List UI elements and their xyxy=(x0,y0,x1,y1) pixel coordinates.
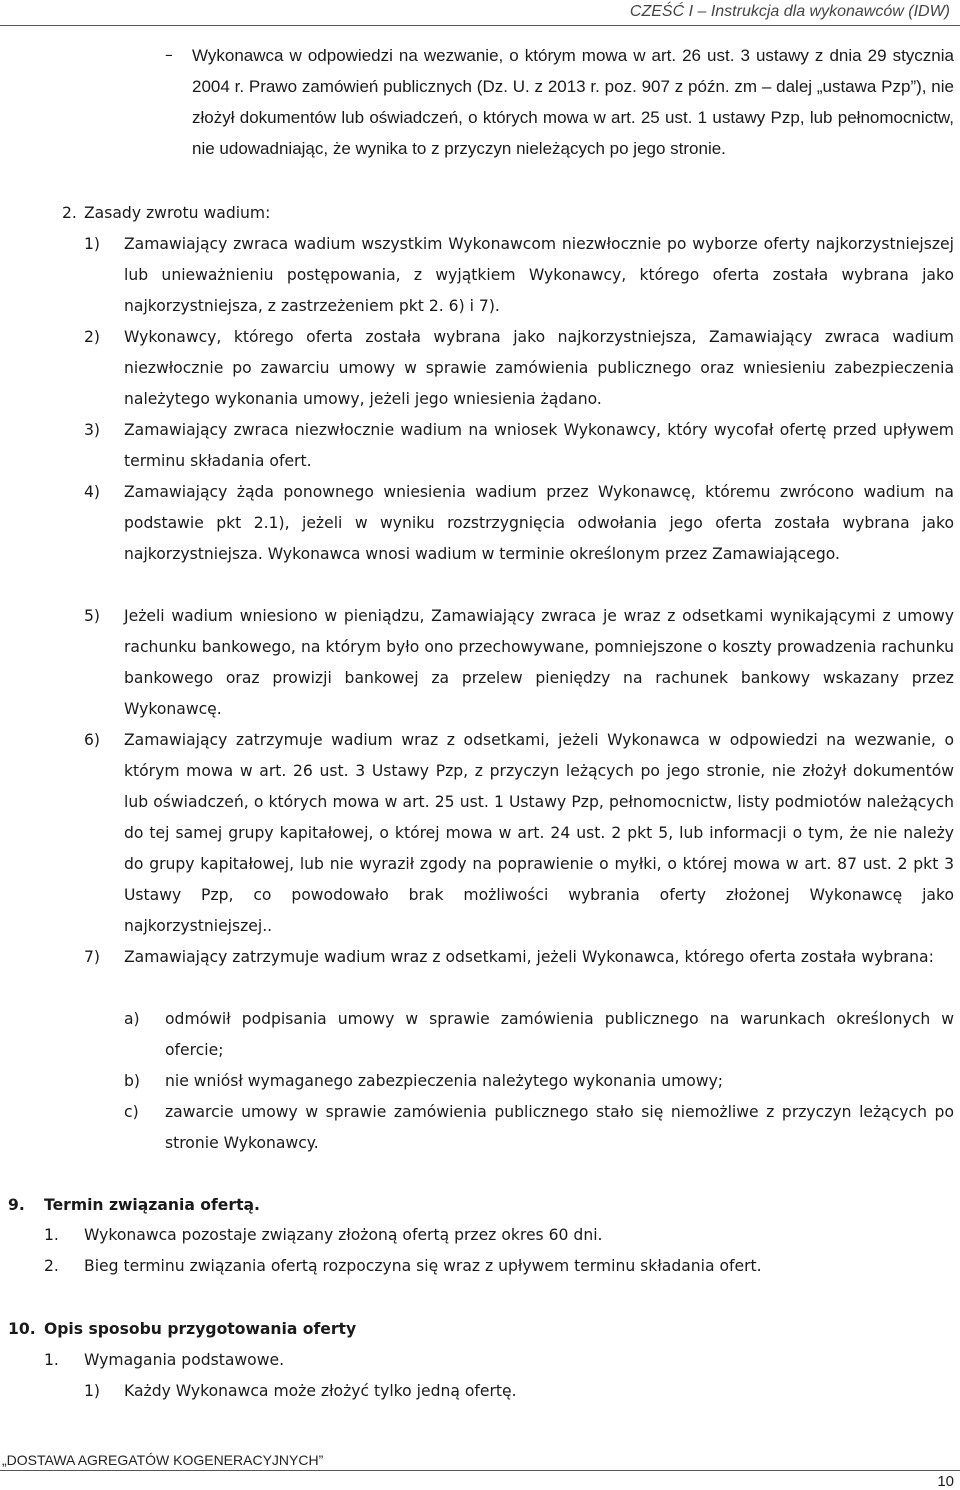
section-10-sub-text: Wymagania podstawowe. xyxy=(84,1351,285,1369)
item-6-text: Zamawiający zatrzymuje wadium wraz z odsetkami, jeżeli Wykonawca w odpowiedzi na wezwanie, o którym mowa w art. 26 ust. 3 Ustawy Pzp, z przyczyn leżących po jego stronie, nie złożył dokumentów lub oświadczeń, o których mowa w art. 25 ust. 1 Ustawy Pzp, pełnomocnictw, listy podmiotów należących do tej samej grupy kapitałowej, o której mowa w art. 24 ust. 2 pkt 5, lub informacji o tym, że nie należy do grupy kapitałowej, lub nie wyraził zgody na poprawienie o myłki, o której mowa w art. 87 ust. 2 pkt 3 Ustawy Pzp, co powodowało brak możliwości wybrania oferty złożonej Wykonawcę jako najkorzystniejszej.. xyxy=(124,731,954,935)
section-2-title: Zasady zwrotu wadium: xyxy=(84,204,271,222)
item-1-text: Zamawiający zwraca wadium wszystkim Wykonawcom niezwłocznie po wyborze oferty najkorzystniejszej lub unieważnieniu postępowania, z wyjątkiem Wykonawcy, którego oferta została wybrana jako najkorzystniejsza, z zastrzeżeniem pkt 2. 6) i 7). xyxy=(124,235,954,315)
item-1-number: 1) xyxy=(84,235,101,253)
section-2-number: 2. xyxy=(62,204,77,222)
item-7-text: Zamawiający zatrzymuje wadium wraz z odsetkami, jeżeli Wykonawca, którego oferta została wybrana: xyxy=(124,948,934,966)
footer-rule xyxy=(0,1470,960,1471)
section-9-item-1-text: Wykonawca pozostaje związany złożoną ofertą przez okres 60 dni. xyxy=(84,1226,603,1244)
page-header: CZEŚĆ I – Instrukcja dla wykonawców (IDW) xyxy=(629,3,950,20)
page-number: 10 xyxy=(937,1473,954,1490)
section-10-sub-number: 1. xyxy=(44,1351,59,1369)
intro-paragraph: Wykonawca w odpowiedzi na wezwanie, o którym mowa w art. 26 ust. 3 ustawy z dnia 29 stycznia 2004 r. Prawo zamówień publicznych (Dz. U. z 2013 r. poz. 907 z późn. zm – dalej „ustawa Pzp”), nie złożył dokumentów lub oświadczeń, o których mowa w art. 25 ust. 1 ustawy Pzp, lub pełnomocnictw, nie udowadniając, że wynika to z przyczyn nieleżących po jego stronie. xyxy=(192,46,954,158)
section-10-subsub-number: 1) xyxy=(84,1382,101,1400)
subitem-a-text: odmówił podpisania umowy w sprawie zamówienia publicznego na warunkach określonych w ofercie; xyxy=(165,1010,954,1059)
subitem-c-text: zawarcie umowy w sprawie zamówienia publicznego stało się niemożliwe z przyczyn leżących po stronie Wykonawcy. xyxy=(165,1103,954,1152)
section-9-number: 9. xyxy=(8,1196,25,1214)
section-10-number: 10. xyxy=(8,1320,36,1338)
section-9-item-2-text: Bieg terminu związania ofertą rozpoczyna się wraz z upływem terminu składania ofert. xyxy=(84,1257,762,1275)
intro-dash: – xyxy=(165,46,173,64)
item-5-text: Jeżeli wadium wniesiono w pieniądzu, Zamawiający zwraca je wraz z odsetkami wynikającymi z umowy rachunku bankowego, na którym było ono przechowywane, pomniejszone o koszty prowadzenia rachunku bankowego oraz prowizji bankowej za przelew pieniędzy na rachunek bankowy wskazany przez Wykonawcę. xyxy=(124,607,954,718)
header-rule xyxy=(0,25,960,26)
item-5-number: 5) xyxy=(84,607,101,625)
section-9-title: Termin związania ofertą. xyxy=(44,1196,260,1214)
subitem-b-text: nie wniósł wymaganego zabezpieczenia należytego wykonania umowy; xyxy=(165,1072,724,1090)
section-10-subsub-text: Każdy Wykonawca może złożyć tylko jedną ofertę. xyxy=(124,1382,517,1400)
subitem-b-letter: b) xyxy=(124,1072,140,1090)
item-4-number: 4) xyxy=(84,483,101,501)
footer-title: „DOSTAWA AGREGATÓW KOGENERACYJNYCH” xyxy=(2,1452,324,1468)
section-9-item-2-number: 2. xyxy=(44,1257,59,1275)
section-10-title: Opis sposobu przygotowania oferty xyxy=(44,1320,357,1338)
item-3-text: Zamawiający zwraca niezwłocznie wadium na wniosek Wykonawcy, który wycofał ofertę przed upływem terminu składania ofert. xyxy=(124,421,954,470)
item-2-number: 2) xyxy=(84,328,101,346)
subitem-c-letter: c) xyxy=(124,1103,139,1121)
item-6-number: 6) xyxy=(84,731,101,749)
section-9-item-1-number: 1. xyxy=(44,1226,59,1244)
item-2-text: Wykonawcy, którego oferta została wybrana jako najkorzystniejsza, Zamawiający zwraca wadium niezwłocznie po zawarciu umowy w sprawie zamówienia publicznego oraz wniesieniu zabezpieczenia należytego wykonania umowy, jeżeli jego wniesienia żądano. xyxy=(124,328,954,408)
subitem-a-letter: a) xyxy=(124,1010,140,1028)
item-3-number: 3) xyxy=(84,421,101,439)
item-7-number: 7) xyxy=(84,948,101,966)
item-4-text: Zamawiający żąda ponownego wniesienia wadium przez Wykonawcę, któremu zwrócono wadium na podstawie pkt 2.1), jeżeli w wyniku rozstrzygnięcia odwołania jego oferta została wybrana jako najkorzystniejsza. Wykonawca wnosi wadium w terminie określonym przez Zamawiającego. xyxy=(124,483,954,563)
